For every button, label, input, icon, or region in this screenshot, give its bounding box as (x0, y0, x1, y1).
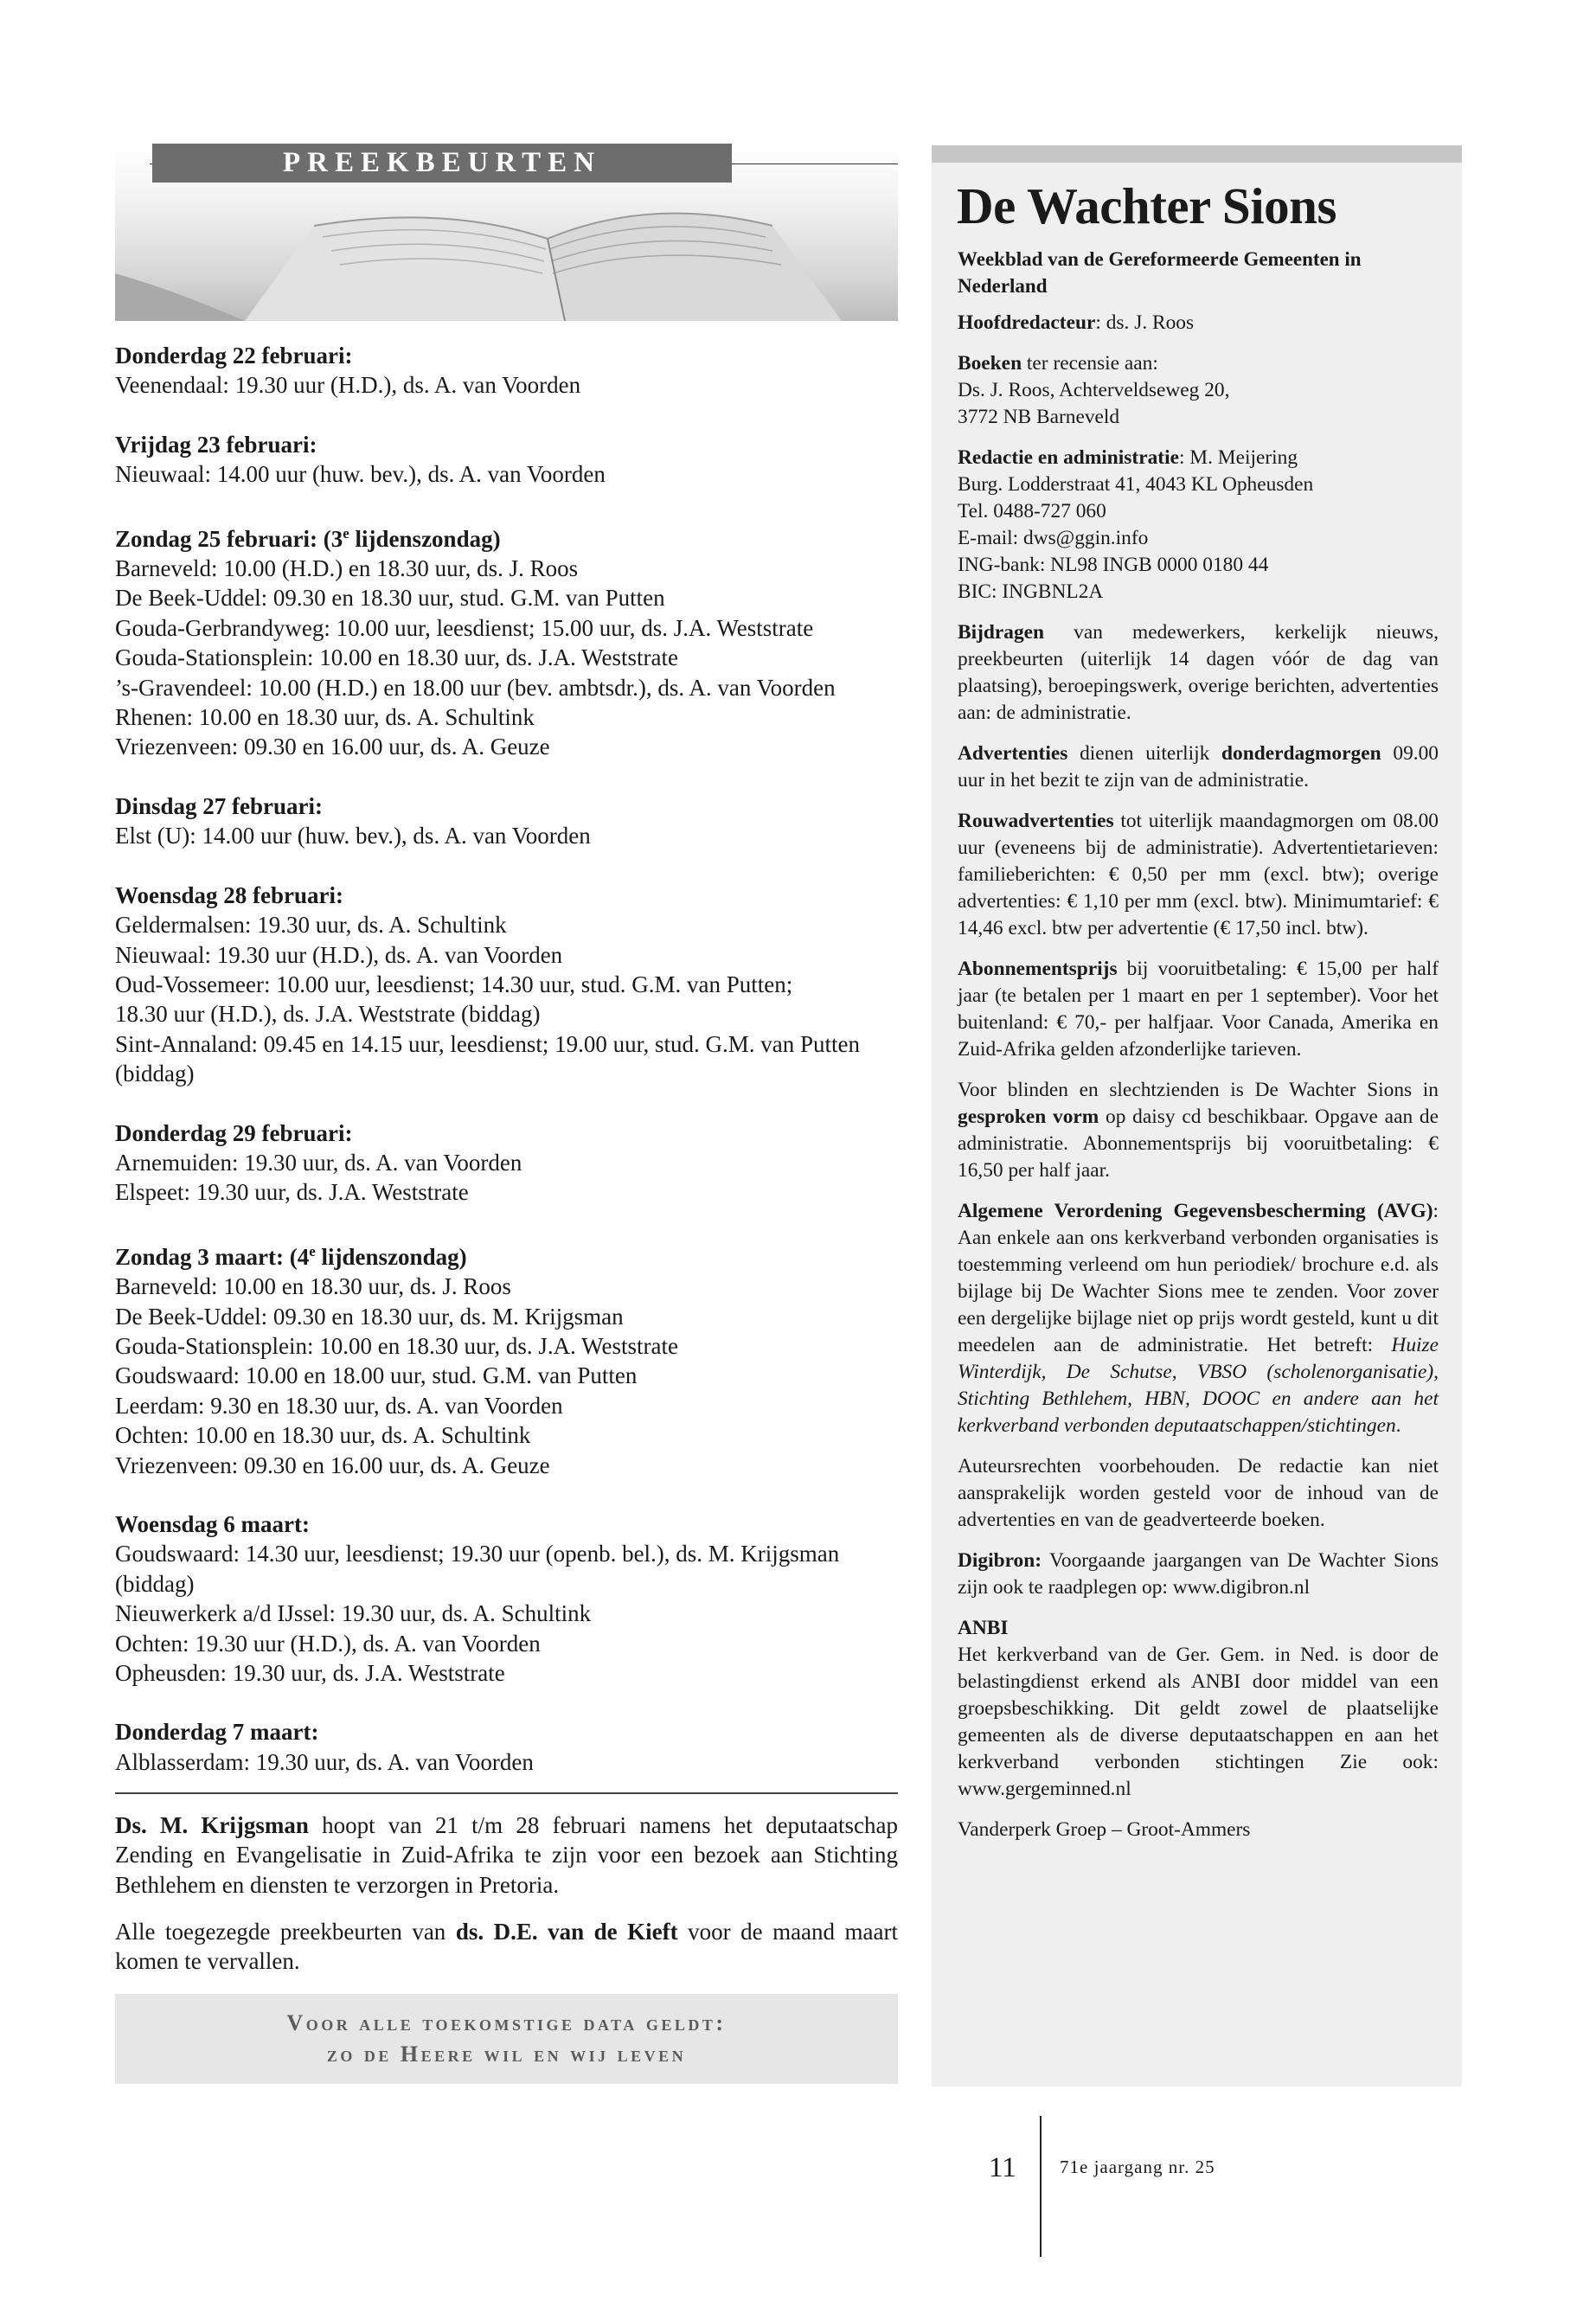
day-title: Zondag 25 februari: (3e lijdenszondag) (115, 524, 501, 552)
entry: Barneveld: 10.00 (H.D.) en 18.30 uur, ds. J. Roos (115, 555, 579, 582)
entry: (biddag) (115, 1570, 195, 1597)
subscription: Abonnementsprijs bij vooruitbetaling: € 15,00 per half jaar (te betalen per 1 maart en per 1 september). Voor het buitenland: € 70,- per halfjaar. Voor Canada, Amerika en Zuid-Afrika gelden afzonderlijke tarieven. (958, 958, 1439, 1061)
colophon-top-bar (932, 145, 1462, 163)
entry: Elst (U): 14.00 uur (huw. bev.), ds. A. van Voorden (115, 823, 591, 849)
books-address: Boeken ter recensie aan: Ds. J. Roos, Achterveldseweg 20, 3772 NB Barneveld (958, 352, 1230, 428)
entry: Vriezenveen: 09.30 en 16.00 uur, ds. A. Geuze (115, 1452, 550, 1478)
entry: Barneveld: 10.00 en 18.30 uur, ds. J. Roos (115, 1273, 511, 1300)
mourning-ads: Rouwadvertenties tot uiterlijk maandagmorgen om 08.00 uur (eveneens bij de administratie). Advertentietarieven: familieberichten: € 0,50 per mm (excl. btw); overige advertenties: € 1,10 per mm (excl. btw). Minimumtarief: € 14,46 excl. btw per advertentie (€ 17,50 incl. btw). (958, 810, 1439, 939)
entry: (biddag) (115, 1061, 195, 1087)
entry: Alblasserdam: 19.30 uur, ds. A. van Voorden (115, 1748, 534, 1775)
kieft-note: Alle toegezegde preekbeurten van ds. D.E. van de Kieft voor de maand maart komen te vervallen. (115, 1918, 898, 1975)
entry: ’s-Gravendeel: 10.00 (H.D.) en 18.00 uur (bev. ambtsdr.), ds. A. van Voorden (115, 674, 836, 701)
entry: De Beek-Uddel: 09.30 en 18.30 uur, stud. G.M. van Putten (115, 585, 665, 612)
entry: Leerdam: 9.30 en 18.30 uur, ds. A. van Voorden (115, 1392, 563, 1419)
motto-line: zo de Heere wil en wij leven (326, 2041, 687, 2067)
entry: Geldermalsen: 19.30 uur, ds. A. Schultink (115, 912, 507, 939)
page-number: 11 (989, 2152, 1016, 2183)
entry: Rhenen: 10.00 en 18.30 uur, ds. A. Schultink (115, 704, 535, 731)
day-block (115, 1237, 898, 1480)
section-divider (115, 1792, 898, 1794)
day-block (115, 1717, 898, 1777)
entry: Goudswaard: 10.00 en 18.00 uur, stud. G.M. van Putten (115, 1362, 638, 1389)
entry: 18.30 uur (H.D.), ds. J.A. Weststrate (biddag) (115, 1001, 541, 1028)
editor: Hoofdredacteur: ds. J. Roos (958, 311, 1195, 334)
contributions: Bijdragen van medewerkers, kerkelijk nieuws, preekbeurten (uiterlijk 14 dagen vóór de dag van plaatsing), beroepingswerk, overige berichten, advertenties aan: de administratie. (958, 621, 1439, 724)
day-title: Woensdag 6 maart: (115, 1511, 310, 1537)
entry: Ochten: 19.30 uur (H.D.), ds. A. van Voorden (115, 1630, 541, 1657)
entry: Nieuwerkerk a/d IJssel: 19.30 uur, ds. A. Schultink (115, 1600, 592, 1627)
entry: Oud-Vossemeer: 10.00 uur, leesdienst; 14.30 uur, stud. G.M. van Putten; (115, 971, 793, 997)
day-block (115, 1118, 898, 1208)
day-title: Vrijdag 23 februari: (115, 431, 317, 458)
day-block (115, 1509, 898, 1688)
schedule (115, 341, 898, 1777)
motto-line: Voor alle toekomstige data geldt: (286, 2009, 727, 2035)
entry: Ochten: 10.00 en 18.30 uur, ds. A. Schultink (115, 1422, 531, 1449)
day-title: Woensdag 28 februari: (115, 881, 344, 908)
day-block (115, 341, 898, 401)
footer-divider (1040, 2116, 1042, 2257)
entry: Vriezenveen: 09.30 en 16.00 uur, ds. A. Geuze (115, 734, 550, 760)
masthead-subtitle: Weekblad van de Gereformeerde Gemeenten in Nederland (958, 248, 1362, 297)
day-block (115, 519, 898, 762)
day-title: Donderdag 7 maart: (115, 1719, 319, 1746)
anbi: ANBI Het kerkverband van de Ger. Gem. in Ned. is door de belastingdienst erkend als ANBI door middel van een groepsbeschikking. Dit geldt zowel de plaatselijke gemeenten als de diverse deputaatschappen en aan het kerkverband verbonden stichtingen Zie ook: www.gergeminned.nl (958, 1617, 1439, 1800)
preekbeurten-column (115, 144, 898, 2084)
day-title: Dinsdag 27 februari: (115, 792, 324, 819)
day-title: Donderdag 29 februari: (115, 1119, 353, 1146)
entry: Veenendaal: 19.30 uur (H.D.), ds. A. van Voorden (115, 372, 581, 399)
entry: Nieuwaal: 14.00 uur (huw. bev.), ds. A. van Voorden (115, 461, 606, 488)
entry: Gouda-Gerbrandyweg: 10.00 uur, leesdienst; 15.00 uur, ds. J.A. Weststrate (115, 614, 814, 641)
audio-edition: Voor blinden en slechtzienden is De Wachter Sions in gesproken vorm op daisy cd beschikbaar. Opgave aan de administratie. Abonnementsprijs bij vooruitbetaling: € 16,50 per half jaar. (958, 1079, 1439, 1182)
issue-label: 71e jaargang nr. 25 (1060, 2157, 1215, 2177)
printer: Vanderperk Groep – Groot-Ammers (958, 1818, 1251, 1841)
colophon (932, 145, 1462, 2086)
administration: Redactie en administratie: M. Meijering Burg. Lodderstraat 41, 4043 KL Opheusden Tel. 0488-727 060 E-mail: dws@ggin.info ING-bank: NL98 INGB 0000 0180 44 BIC: INGBNL2A (958, 446, 1314, 603)
entry: De Beek-Uddel: 09.30 en 18.30 uur, ds. M. Krijgsman (115, 1303, 624, 1330)
day-title: Zondag 3 maart: (4e lijdenszondag) (115, 1242, 467, 1270)
entry: Arnemuiden: 19.30 uur, ds. A. van Voorden (115, 1149, 522, 1176)
copyright: Auteursrechten voorbehouden. De redactie kan niet aansprakelijk worden gesteld voor de inhoud van de advertenties en van de geadverteerde boeken. (958, 1455, 1439, 1531)
day-block (115, 430, 898, 490)
entry: Opheusden: 19.30 uur, ds. J.A. Weststrate (115, 1660, 505, 1687)
masthead-title: De Wachter Sions (957, 177, 1336, 234)
banner-title: PREEKBEURTEN (152, 144, 732, 183)
entry: Gouda-Stationsplein: 10.00 en 18.30 uur, ds. J.A. Weststrate (115, 1332, 678, 1359)
entry: Elspeet: 19.30 uur, ds. J.A. Weststrate (115, 1179, 469, 1206)
motto-box (115, 1994, 898, 2084)
entry: Goudswaard: 14.30 uur, leesdienst; 19.30 uur (openb. bel.), ds. M. Krijgsman (115, 1541, 840, 1567)
advertisements: Advertenties dienen uiterlijk donderdagmorgen 09.00 uur in het bezit te zijn van de administratie. (958, 742, 1439, 792)
krijgsman-note: Ds. M. Krijgsman hoopt van 21 t/m 28 februari namens het deputaatschap Zending en Evangelisatie in Zuid-Afrika te zijn voor een bezoek aan Stichting Bethlehem en diensten te verzorgen in Pretoria. (115, 1811, 899, 1898)
entry: Nieuwaal: 19.30 uur (H.D.), ds. A. van Voorden (115, 941, 563, 968)
day-title: Donderdag 22 februari: (115, 343, 353, 369)
gdpr-notice: Algemene Verordening Gegevensbescherming (AVG): Aan enkele aan ons kerkverband verbonden organisaties is toestemming verleend om hun periodiek/ brochure e.d. als bijlage bij De Wachter Sions mee te zenden. Voor zover een dergelijke bijlage niet op prijs wordt gesteld, kunt u dit meedelen aan de administratie. Het betreft: Huize Winterdijk, De Schutse, VBSO (scholenorganisatie), Stichting Bethlehem, HBN, DOOC en andere aan het kerkverband verbonden deputaatschappen/stichtingen. (958, 1200, 1439, 1437)
preekbeurten-banner (115, 144, 898, 321)
digibron: Digibron: Voorgaande jaargangen van De Wachter Sions zijn ook te raadplegen op: www.digibron.nl (958, 1549, 1439, 1599)
day-block (115, 881, 898, 1089)
day-block (115, 792, 898, 851)
entry: Sint-Annaland: 09.45 en 14.15 uur, leesdienst; 19.00 uur, stud. G.M. van Putten (115, 1030, 861, 1057)
entry: Gouda-Stationsplein: 10.00 en 18.30 uur, ds. J.A. Weststrate (115, 644, 678, 671)
